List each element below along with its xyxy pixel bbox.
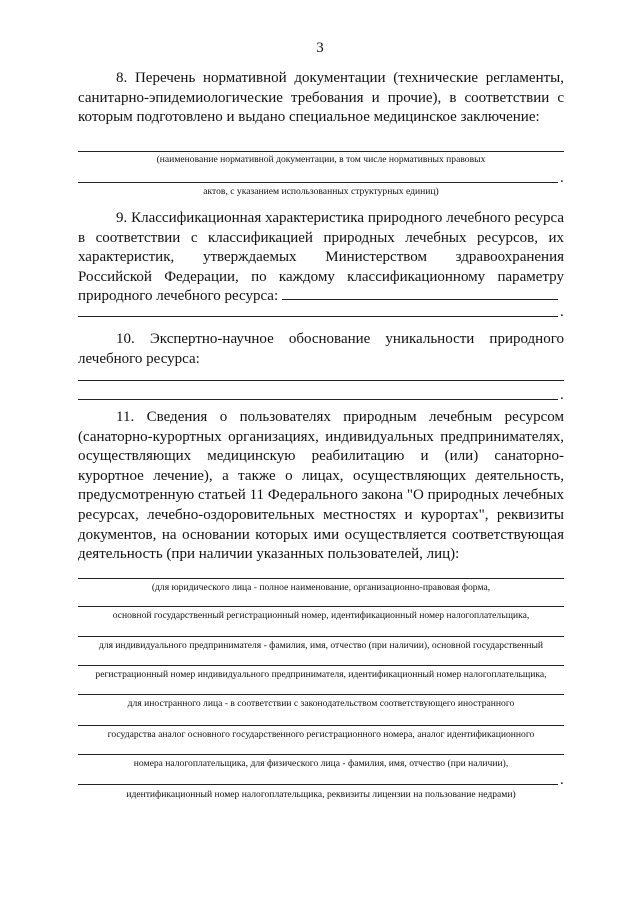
fill-line (78, 606, 564, 607)
fill-line (78, 784, 558, 785)
section-11-caption-6: государства аналог основного государственного регистрационного номера, аналог идентификационного (107, 729, 535, 740)
fill-line (78, 754, 564, 755)
section-8-caption-1: (наименование нормативной документации, в том числе нормативных правовых (156, 154, 486, 165)
fill-line (78, 636, 564, 637)
line-end-period: . (560, 387, 564, 403)
section-11-caption-2: основной государственный регистрационный номер, идентификационный номер налогоплательщика, (112, 610, 530, 621)
fill-line (78, 399, 558, 400)
fill-line (78, 380, 564, 381)
fill-line (78, 694, 564, 695)
section-11-caption-8: идентификационный номер налогоплательщика, реквизиты лицензии на пользование недрами) (126, 789, 516, 800)
section-11-caption-3: для индивидуального предпринимателя - фамилия, имя, отчество (при наличии), основной государственный (98, 640, 544, 651)
section-8-caption-2: актов, с указанием использованных структурных единиц) (203, 186, 439, 197)
section-10-text: 10. Экспертно-научное обоснование уникальности природного лечебного ресурса: (78, 331, 564, 367)
fill-line (78, 665, 564, 666)
section-8-text: 8. Перечень нормативной документации (технические регламенты, санитарно-эпидемиологические требования и прочие), в соответствии с которым подготовлено и выдано специальное медицинское заключение: (78, 70, 564, 126)
section-9-text (78, 209, 564, 307)
line-end-period: . (560, 170, 564, 186)
section-9-text-content: 9. Классификационная характеристика природного лечебного ресурса в соответствии с классификацией природных лечебных ресурсов, их характеристик, утверждаемых Министерством здравоохранения Российской Федерации, по каждому классификационному параметру природного лечебного ресурса: (78, 210, 564, 305)
fill-line (78, 578, 564, 579)
page-number: 3 (316, 40, 324, 56)
inline-fill-line (282, 287, 558, 300)
section-11-text: 11. Сведения о пользователях природным лечебным ресурсом (санаторно-курортных организациях, индивидуальных предпринимателях, осуществляющих медицинскую реабилитацию и (или) санаторно-курортное лечение), а также о лицах, осуществляющих деятельность, предусмотренную статьей 11 Федерального закона "О природных лечебных ресурсах, лечебно-оздоровительных местностях и курортах", реквизиты документов, на основании которых ими осуществляется соответствующая деятельность (при наличии указанных пользователей, лиц): (78, 409, 564, 563)
line-end-period: . (560, 304, 564, 320)
section-11-caption-5: для иностранного лица - в соответствии с законодательством соответствующего иностранного (127, 698, 515, 709)
section-11-caption-1: (для юридического лица - полное наименование, организационно-правовая форма, (151, 582, 491, 593)
fill-line (78, 182, 558, 183)
section-11-caption-4: регистрационный номер индивидуального предпринимателя, идентификационный номер налогоплательщика, (95, 669, 547, 680)
fill-line (78, 316, 558, 317)
line-end-period: . (560, 772, 564, 788)
fill-line (78, 725, 564, 726)
fill-line (78, 151, 564, 152)
section-11-caption-7: номера налогоплательщика, для физического лица - фамилия, имя, отчество (при наличии), (133, 758, 509, 769)
